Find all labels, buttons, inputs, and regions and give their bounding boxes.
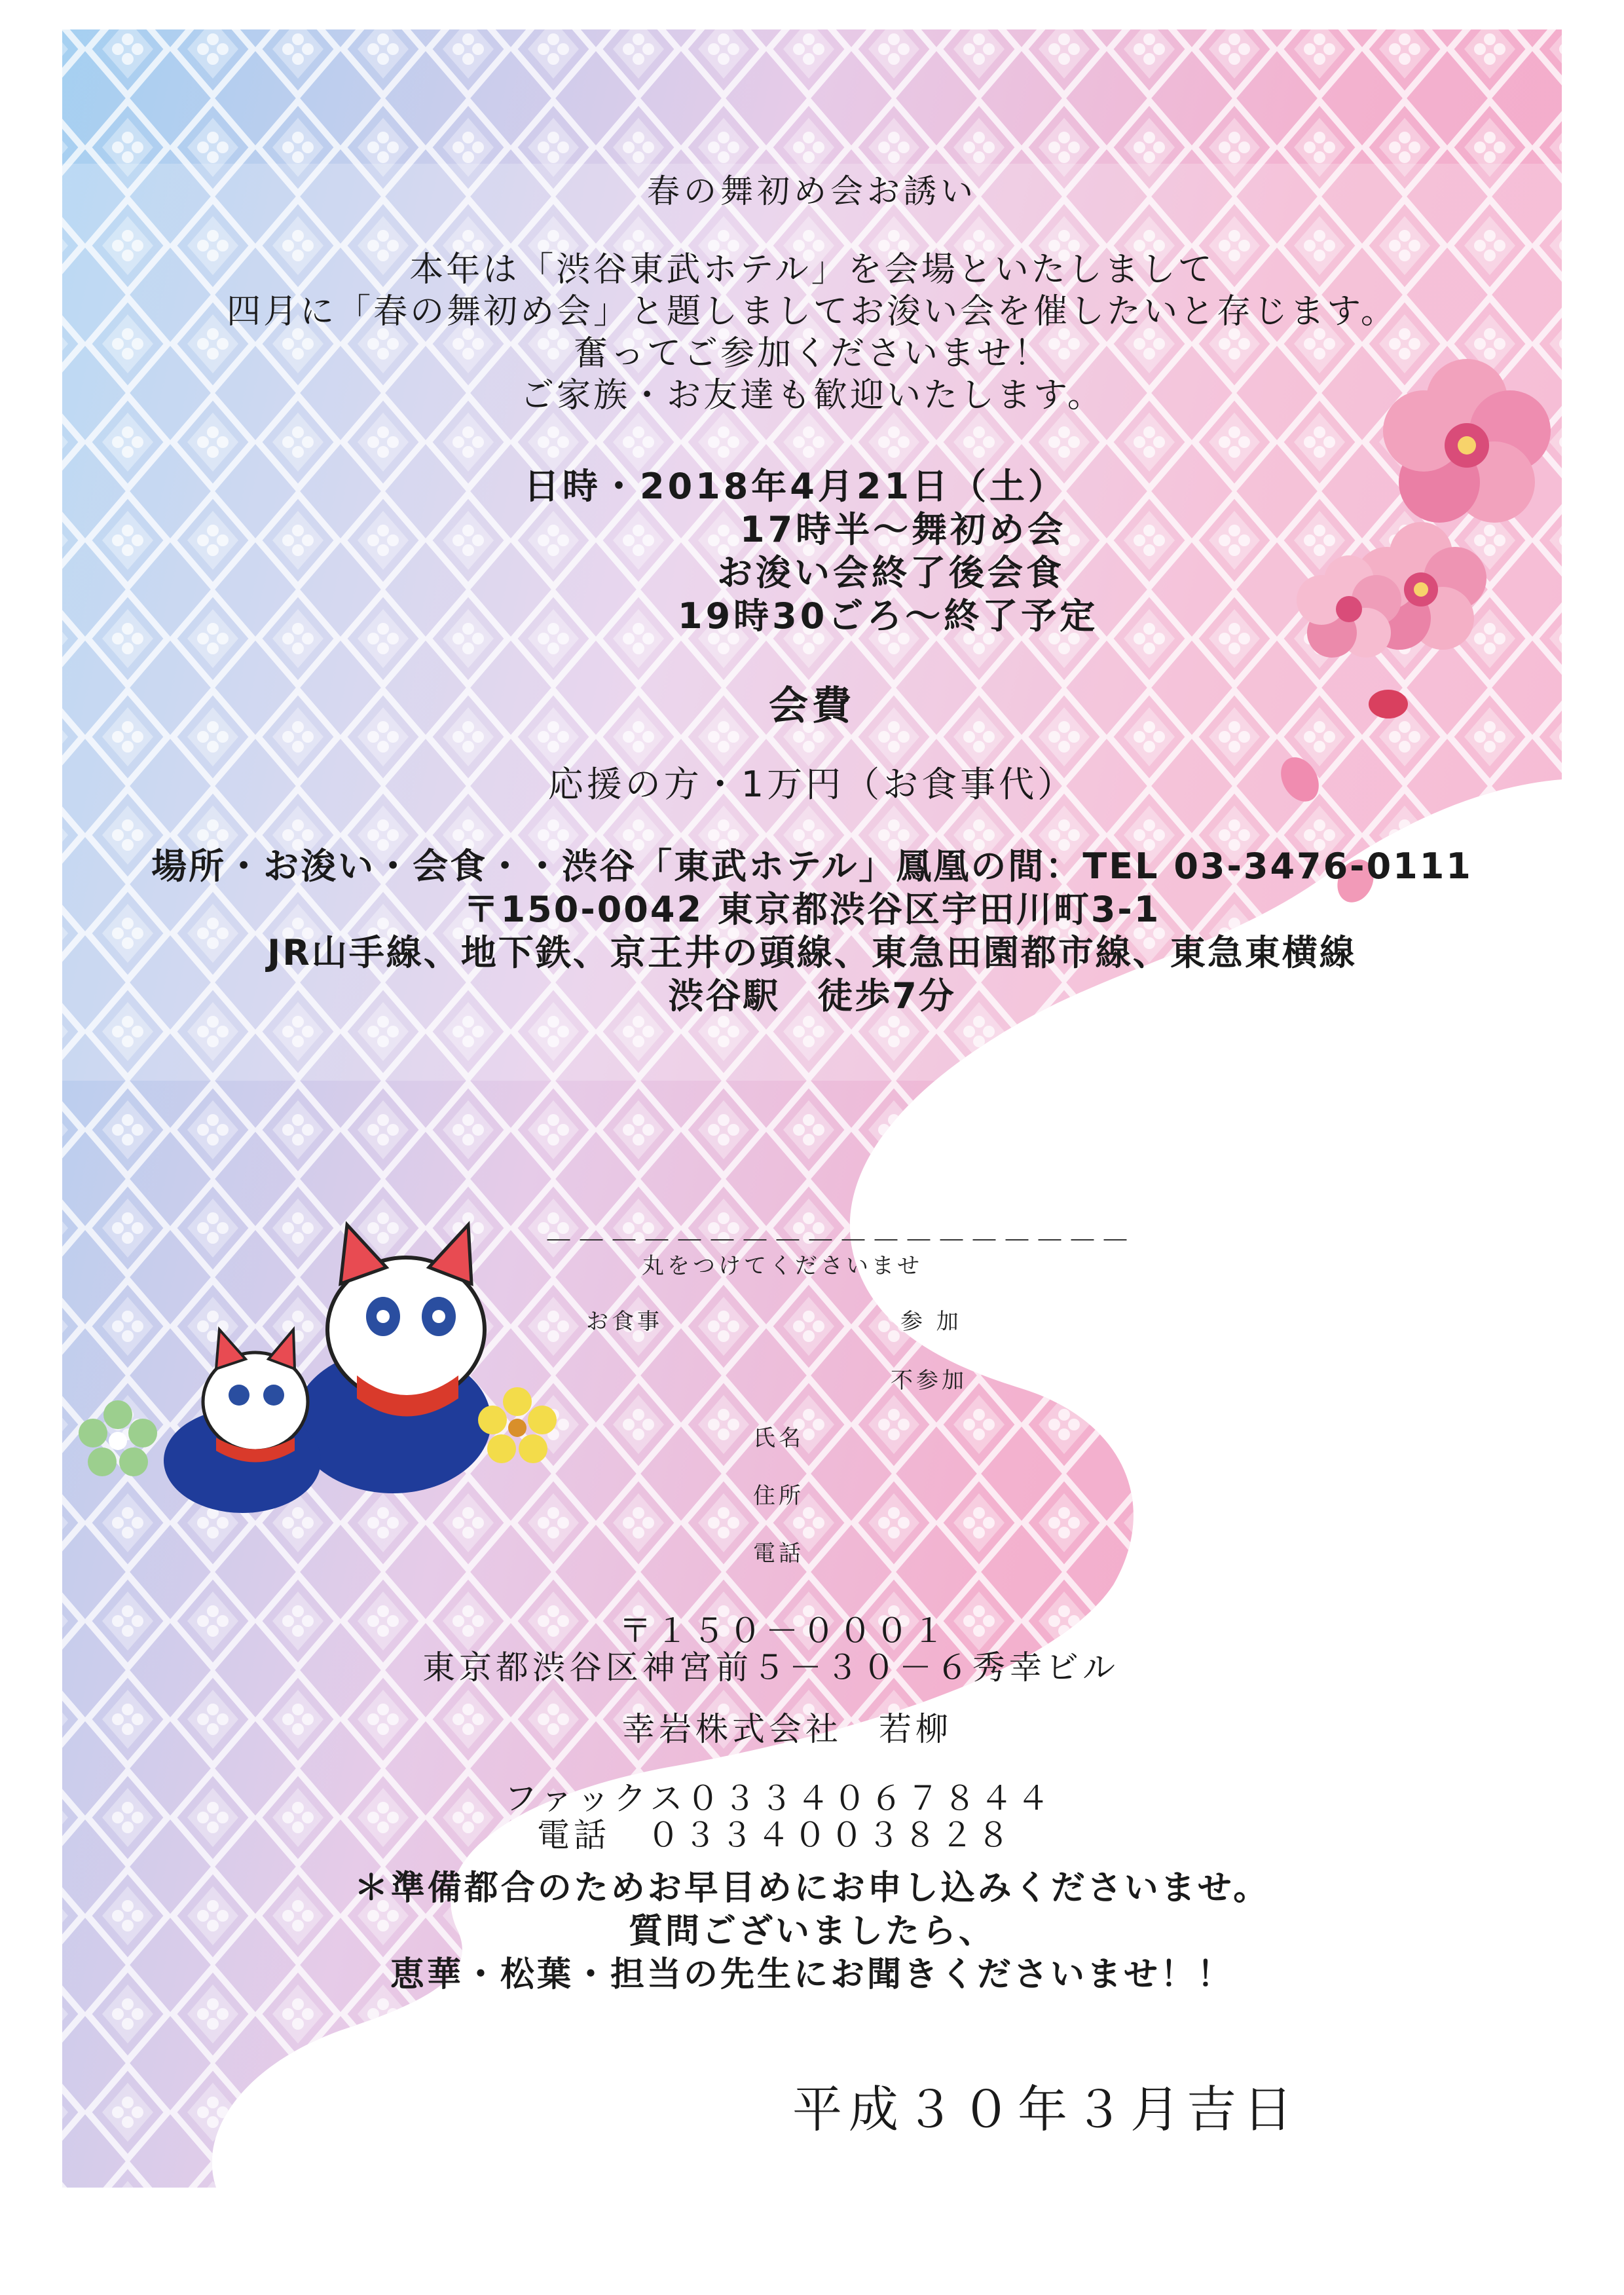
cut-line: －－－－－－－－－－－－－－－－－－	[544, 1223, 1133, 1258]
phone-label: 電話	[753, 1540, 804, 1567]
event-time-dinner: お浚い会終了後会食	[717, 552, 1065, 593]
name-label: 氏名	[753, 1425, 804, 1451]
issue-date: 平成３０年３月吉日	[792, 2080, 1299, 2138]
sender-phone: 電話 ０３３４００３８２８	[537, 1816, 1014, 1854]
notes-block	[0, 1867, 1624, 1996]
venue-line: 渋谷駅 徒歩7分	[668, 975, 956, 1017]
note-line: ＊準備都合のためお早目めにお申し込みくださいませ。	[354, 1869, 1270, 1908]
fee-amount: 応援の方・1万円（お食事代）	[547, 764, 1077, 805]
event-datetime: 日時・2018年4月21日（土）	[524, 466, 1067, 507]
venue-line: JR山手線、地下鉄、京王井の頭線、東急田園都市線、東急東横線	[267, 932, 1357, 973]
address-label: 住所	[753, 1483, 804, 1509]
sender-fax: ファックス０３３４０６７８４４	[504, 1780, 1054, 1818]
sender-company: 幸岩株式会社 若柳	[622, 1710, 952, 1748]
event-time-end: 19時30ごろ～終了予定	[678, 595, 1099, 637]
intro-line: 本年は「渋谷東武ホテル」を会場といたしまして	[409, 250, 1215, 289]
invitation-title: 春の舞初め会お誘い	[647, 172, 977, 210]
circle-instruction: 丸をつけてくださいませ	[642, 1253, 923, 1279]
attend-option[interactable]: 参 加	[900, 1309, 962, 1335]
intro-line: 四月に「春の舞初め会」と題しましてお浚い会を催したいと存じます。	[227, 292, 1397, 331]
venue-line: 〒150-0042 東京都渋谷区宇田川町3-1	[463, 889, 1161, 930]
fee-heading: 会費	[769, 683, 855, 729]
note-line: 恵華・松葉・担当の先生にお聞きくださいませ！！	[390, 1955, 1234, 1994]
invitation-intro	[0, 249, 1624, 417]
meal-label: お食事	[586, 1309, 663, 1335]
event-time-dance: 17時半～舞初め会	[740, 509, 1067, 550]
note-line: 質問ございましたら、	[628, 1912, 995, 1951]
venue-block	[0, 845, 1624, 1018]
venue-line: 場所・お浚い・会食・・渋谷「東武ホテル」鳳凰の間：TEL 03-3476-0111	[151, 846, 1473, 887]
not-attend-option[interactable]: 不参加	[891, 1368, 967, 1394]
intro-line: 奮ってご参加くださいませ！	[573, 334, 1050, 373]
intro-line: ご家族・お友達も歓迎いたします。	[520, 376, 1104, 415]
sender-address: 東京都渋谷区神宮前５－３０－６秀幸ビル	[422, 1649, 1119, 1687]
sender-postal-code: 〒１５０－０００１	[619, 1612, 949, 1650]
